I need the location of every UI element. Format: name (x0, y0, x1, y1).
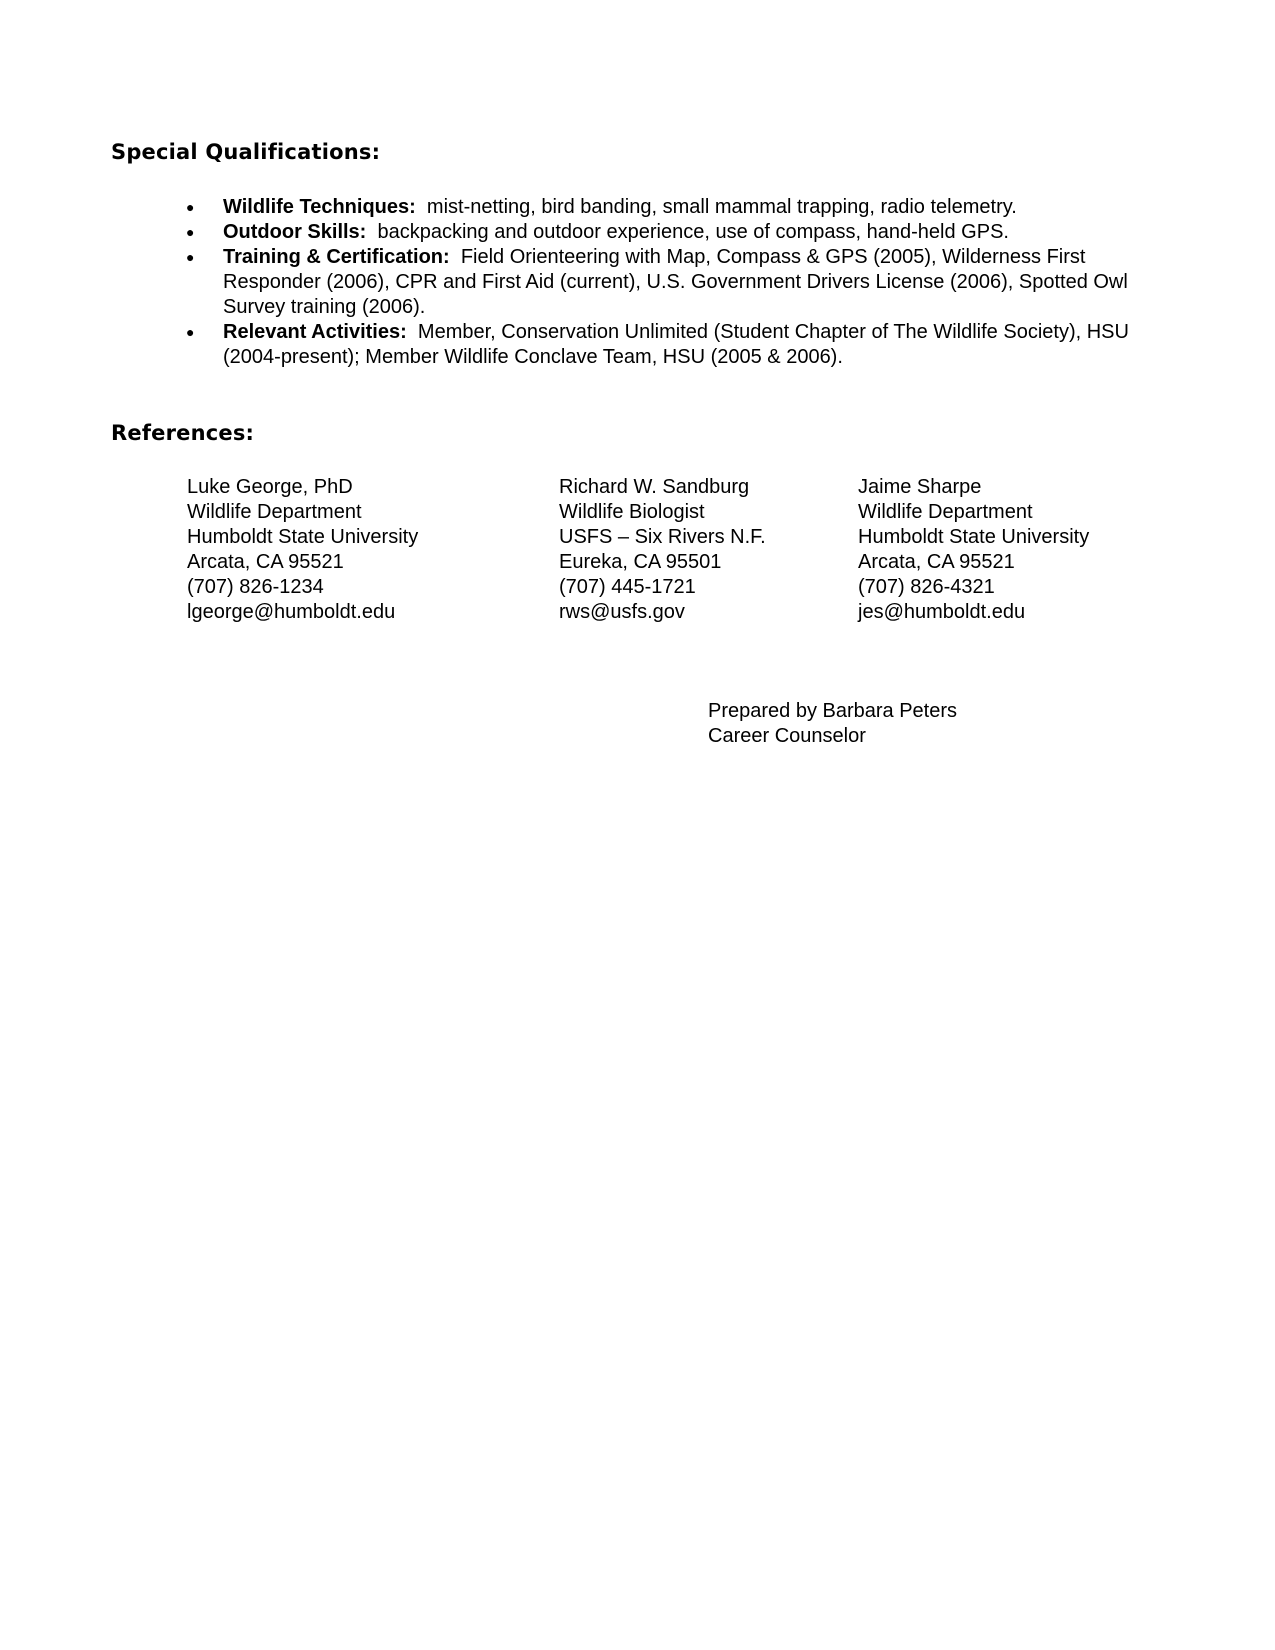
reference-organization: Humboldt State University (187, 526, 419, 548)
qualification-text: Field Orienteering with Map, Compass & GPS (2005), Wilderness First Responder (2006), CPR and First Aid (current), U.S. Government Drivers License (2006), Spotted Owl Survey training (2006). (223, 246, 1128, 318)
bullet-icon: ● (186, 324, 195, 340)
qualification-text: backpacking and outdoor experience, use of compass, hand-held GPS. (377, 221, 1009, 243)
qualification-term: Training & Certification: (223, 246, 450, 268)
reference-contact-1 (187, 475, 418, 625)
special-qualifications-list (180, 195, 1140, 370)
reference-city: Eureka, CA 95501 (559, 551, 722, 573)
reference-organization: Humboldt State University (858, 526, 1090, 548)
reference-city: Arcata, CA 95521 (187, 551, 344, 573)
qualification-text: Member, Conservation Unlimited (Student Chapter of The Wildlife Society), HSU (2004-present); Member Wildlife Conclave Team, HSU (2005 & 2006). (223, 321, 1129, 368)
reference-contact-3 (858, 475, 1089, 625)
reference-phone: (707) 445-1721 (559, 576, 696, 598)
reference-email: rws@usfs.gov (559, 601, 685, 623)
reference-title: Wildlife Department (858, 501, 1033, 523)
qualification-item-training-certification (180, 245, 1140, 320)
reference-name: Richard W. Sandburg (559, 476, 750, 498)
bullet-icon: ● (186, 224, 195, 240)
prepared-by-block (708, 699, 957, 749)
reference-phone: (707) 826-1234 (187, 576, 324, 598)
reference-organization: USFS – Six Rivers N.F. (559, 526, 766, 548)
reference-title: Wildlife Department (187, 501, 362, 523)
special-qualifications-heading: Special Qualifications: (111, 140, 381, 164)
references-heading: References: (111, 421, 255, 445)
qualification-item-wildlife-techniques (180, 195, 1140, 220)
prepared-by-line: Prepared by Barbara Peters (708, 700, 958, 722)
reference-name: Jaime Sharpe (858, 476, 982, 498)
qualification-term: Relevant Activities: (223, 321, 407, 343)
prepared-by-role: Career Counselor (708, 725, 866, 747)
reference-title: Wildlife Biologist (559, 501, 705, 523)
bullet-icon: ● (186, 199, 195, 215)
reference-email: jes@humboldt.edu (858, 601, 1026, 623)
reference-name: Luke George, PhD (187, 476, 353, 498)
reference-phone: (707) 826-4321 (858, 576, 995, 598)
qualification-item-outdoor-skills (180, 220, 1140, 245)
reference-city: Arcata, CA 95521 (858, 551, 1015, 573)
reference-contact-2 (559, 475, 766, 625)
qualification-item-relevant-activities (180, 320, 1140, 370)
reference-email: lgeorge@humboldt.edu (187, 601, 396, 623)
qualification-term: Wildlife Techniques: (223, 196, 416, 218)
bullet-icon: ● (186, 249, 195, 265)
qualification-term: Outdoor Skills: (223, 221, 367, 243)
qualification-text: mist-netting, bird banding, small mammal trapping, radio telemetry. (426, 196, 1017, 218)
